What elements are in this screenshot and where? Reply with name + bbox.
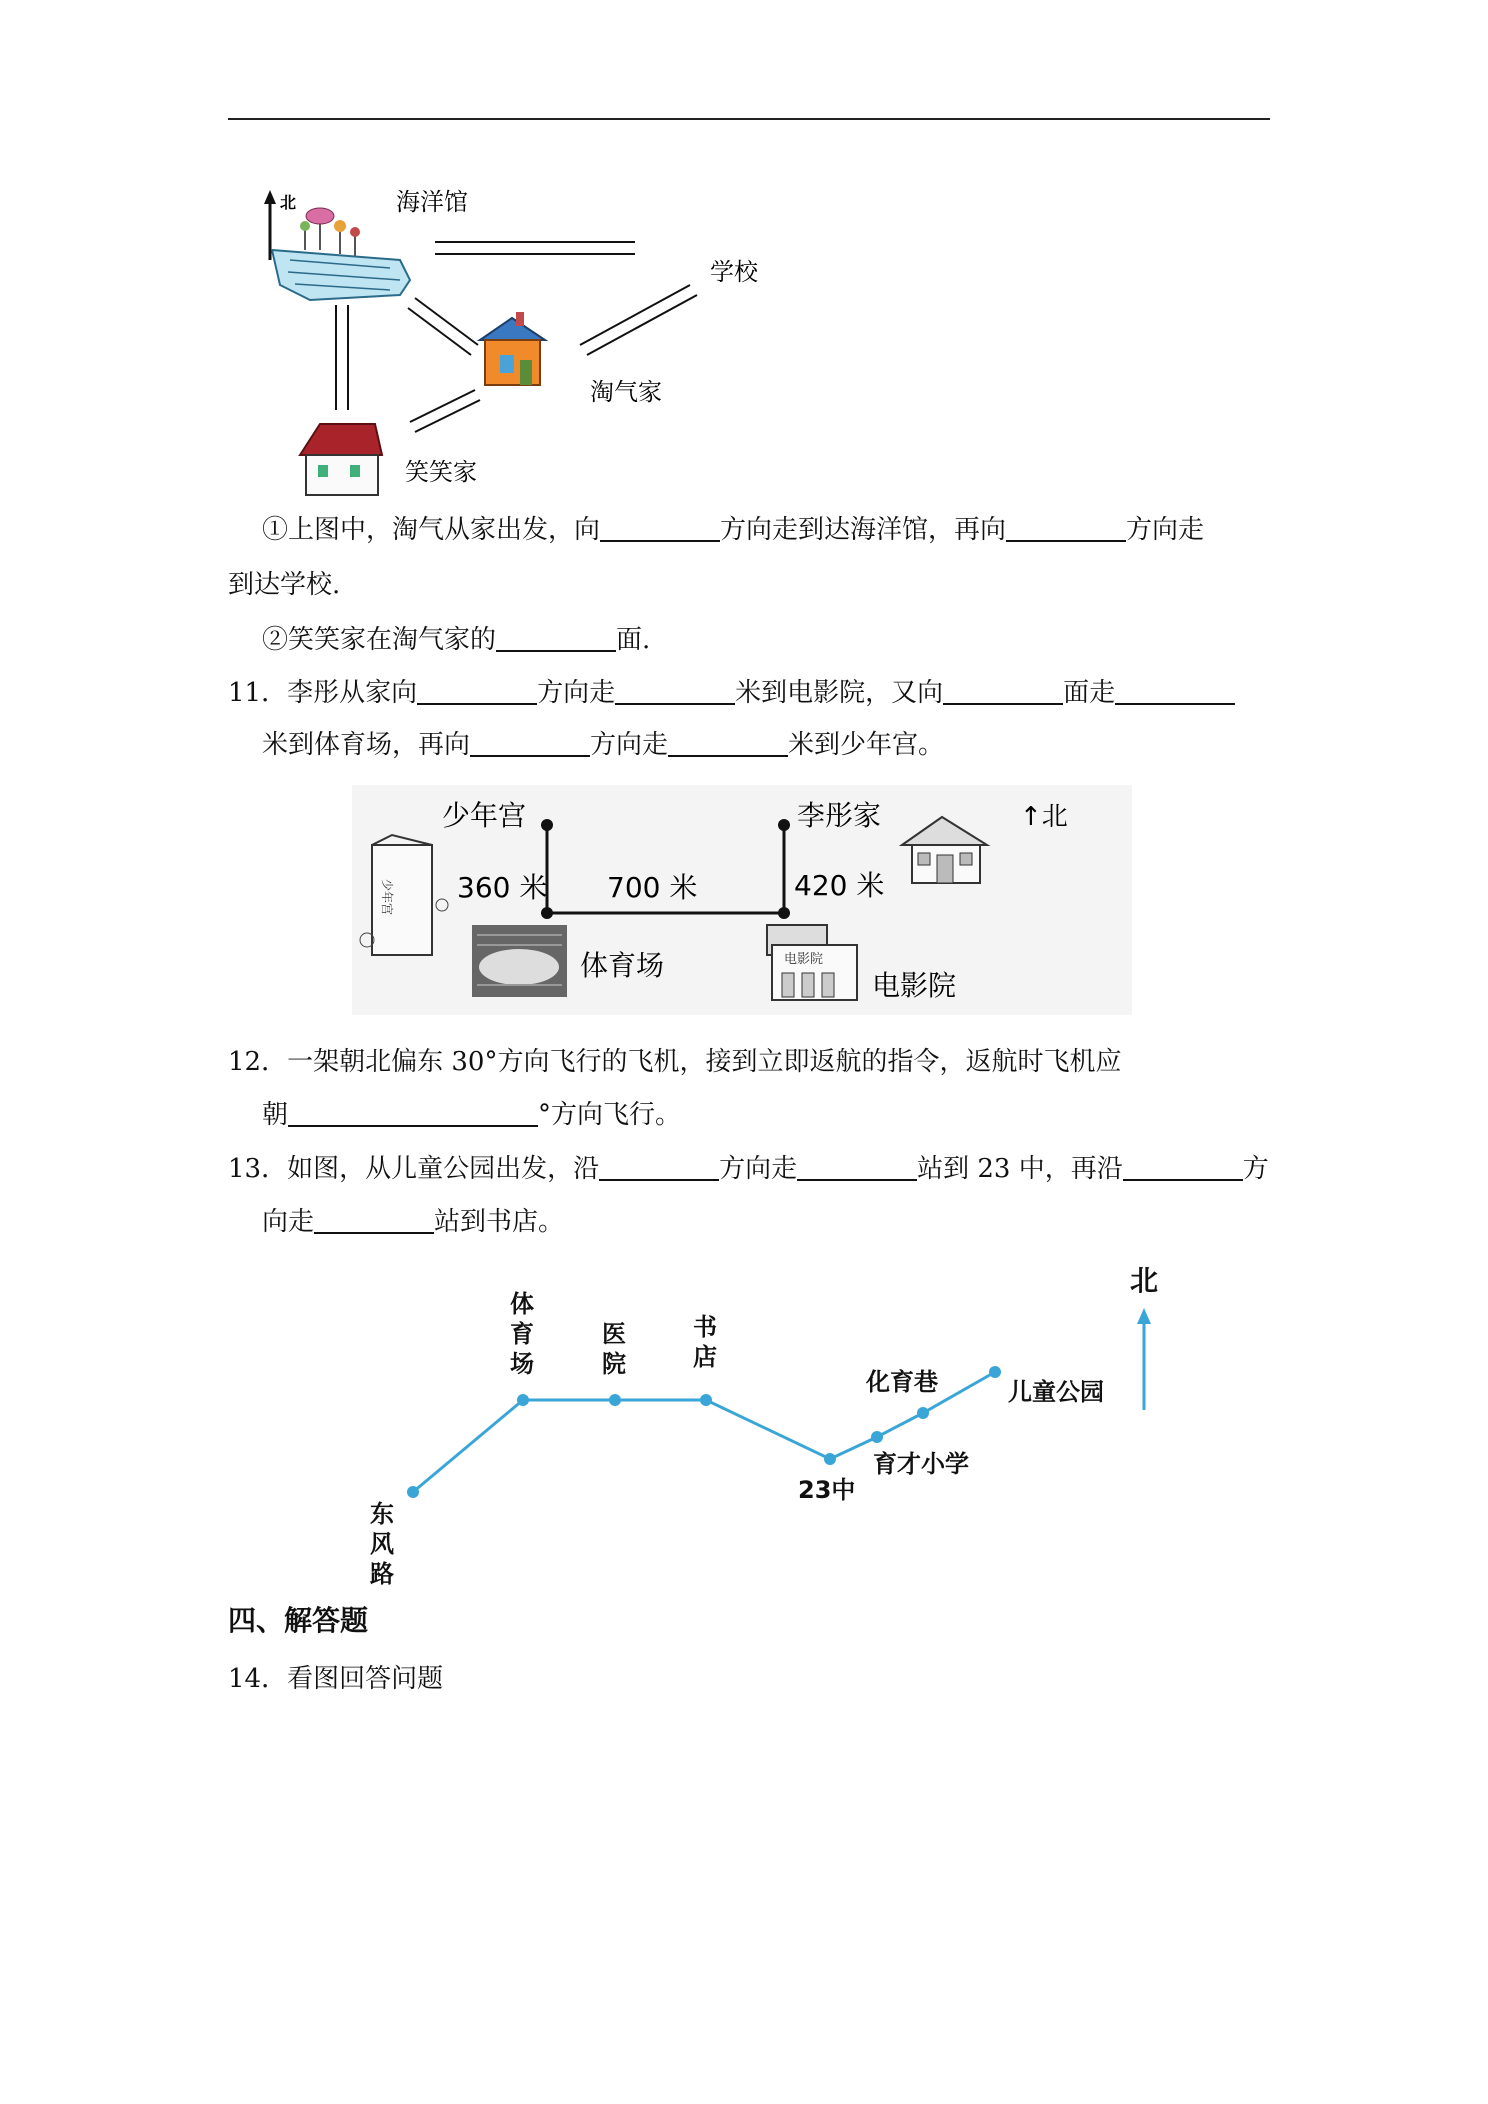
- answer-blank[interactable]: [470, 729, 590, 757]
- svg-text:路: 路: [370, 1560, 394, 1588]
- stop-huayu: [917, 1407, 929, 1419]
- stop-yucai: [871, 1431, 883, 1443]
- stop-bookstore: [700, 1394, 712, 1406]
- answer-blank[interactable]: [615, 677, 735, 705]
- taoqi-home-label: 淘气家: [590, 378, 662, 406]
- stop-school-23: [824, 1453, 836, 1465]
- answer-blank[interactable]: [496, 624, 616, 652]
- q13-line2: 向走 站到书店。: [262, 1207, 565, 1237]
- svg-text:书: 书: [693, 1313, 717, 1341]
- svg-text:场: 场: [510, 1350, 534, 1378]
- answer-blank[interactable]: [288, 1099, 538, 1127]
- distance-420: 420 米: [794, 869, 885, 902]
- svg-text:风: 风: [370, 1530, 394, 1558]
- svg-text:体: 体: [510, 1290, 534, 1318]
- q10-line1: ①上图中，淘气从家出发，向 方向走到达海洋馆，再向 方向走: [262, 515, 1205, 545]
- cinema-label: 电影院: [872, 969, 957, 1002]
- north-label: 北: [280, 193, 297, 212]
- answer-blank[interactable]: [668, 729, 788, 757]
- answer-blank[interactable]: [600, 514, 720, 542]
- children-park-label: 儿童公园: [1008, 1378, 1104, 1406]
- q12-line1: 12．一架朝北偏东 30°方向飞行的飞机，接到立即返航的指令，返航时飞机应: [228, 1047, 1122, 1077]
- q14-line: 14．看图回答问题: [228, 1664, 444, 1694]
- taoqi-home-icon: [480, 312, 545, 385]
- figure-route-13: [340, 1250, 1220, 1590]
- stop-dongfeng-road: [407, 1486, 419, 1498]
- home-label: 李彤家: [797, 799, 882, 832]
- q11-line1: 11．李彤从家向 方向走 米到电影院，又向 面走: [228, 676, 1235, 710]
- svg-text:电影院: 电影院: [784, 952, 824, 967]
- huayu-label: 化育巷: [866, 1368, 938, 1396]
- svg-text:院: 院: [602, 1350, 626, 1378]
- answer-blank[interactable]: [599, 1153, 719, 1181]
- answer-blank[interactable]: [417, 677, 537, 705]
- aquarium-icon: [272, 208, 410, 300]
- answer-blank[interactable]: [1006, 514, 1126, 542]
- svg-text:育: 育: [510, 1320, 534, 1348]
- header-rule: [228, 118, 1270, 120]
- xiaoxiao-home-label: 笑笑家: [405, 458, 477, 486]
- answer-blank[interactable]: [943, 677, 1063, 705]
- xiaoxiao-home-icon: [300, 424, 382, 495]
- stadium-icon: [472, 925, 567, 997]
- stop-children-park: [989, 1366, 1001, 1378]
- aquarium-label: 海洋馆: [396, 188, 468, 216]
- distance-360: 360 米: [457, 871, 548, 904]
- q10-line2: 到达学校.: [228, 570, 341, 600]
- distance-700: 700 米: [607, 871, 698, 904]
- figure-map-1: [250, 180, 810, 500]
- north-arrow-icon: [1137, 1308, 1151, 1410]
- answer-blank[interactable]: [1123, 1153, 1243, 1181]
- north-label: ↑北: [1020, 802, 1068, 832]
- stadium-label: 体育场: [580, 949, 665, 982]
- stop-stadium: [517, 1394, 529, 1406]
- answer-blank[interactable]: [1115, 677, 1235, 705]
- svg-text:店: 店: [693, 1343, 717, 1371]
- stop-hospital: [609, 1394, 621, 1406]
- yucai-label: 育才小学: [873, 1450, 969, 1478]
- q13-line1: 13．如图，从儿童公园出发，沿 方向走 站到 23 中，再沿 方: [228, 1154, 1269, 1184]
- q10-line3: ②笑笑家在淘气家的 面.: [262, 625, 651, 655]
- svg-text:少年宫: 少年宫: [380, 879, 394, 916]
- school-23-label: 23中: [798, 1476, 856, 1504]
- answer-blank[interactable]: [797, 1153, 917, 1181]
- north-label: 北: [1130, 1264, 1159, 1297]
- youth-palace-label: 少年宫: [442, 799, 527, 832]
- figure-route-11: [352, 785, 1132, 1015]
- q11-line2: 米到体育场，再向 方向走 米到少年宫。: [262, 730, 945, 760]
- svg-text:医: 医: [602, 1320, 626, 1348]
- svg-text:东: 东: [370, 1500, 394, 1528]
- section-heading: 四、解答题: [228, 1604, 369, 1637]
- school-label: 学校: [710, 258, 758, 286]
- answer-blank[interactable]: [314, 1206, 434, 1234]
- q12-line2: 朝 °方向飞行。: [262, 1100, 682, 1130]
